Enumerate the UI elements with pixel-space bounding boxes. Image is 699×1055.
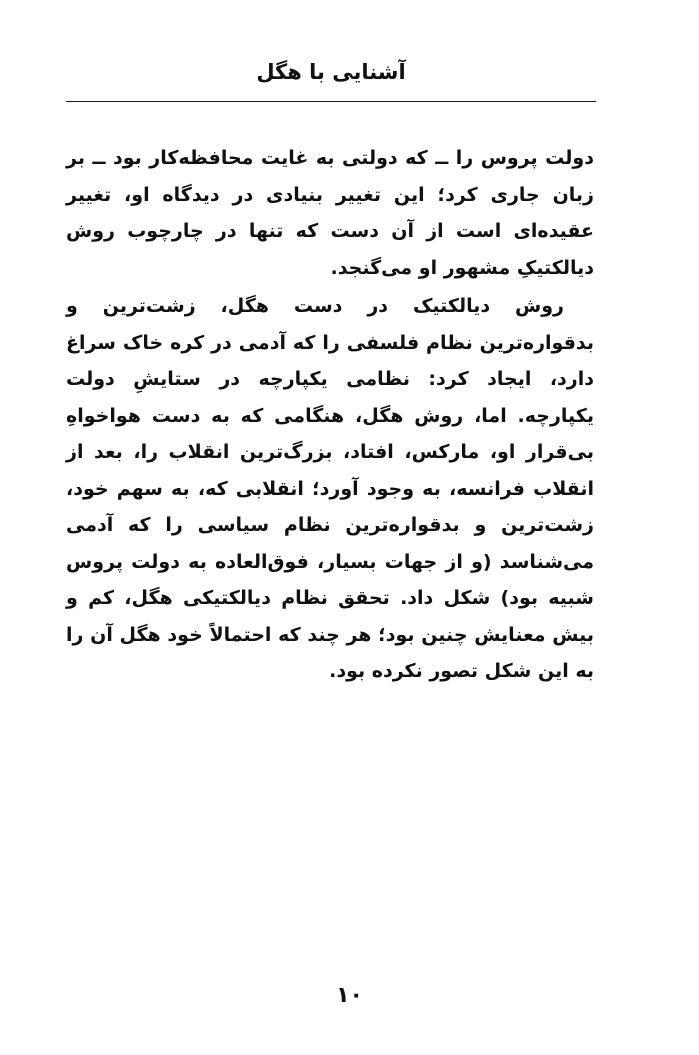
paragraph-2: روش دیالکتیک در دست هگل، زشت‌ترین و بدقواره‌ترین نظام فلسفی را که آدمی در کره خاک سراغ دارد، ایجاد کرد: نظامی یکپارچه در ستایشِ دولت یکپارچه. اما، روش هگل، هنگامی که به دست هواخواهِ بی‌قرار او، مارکس، افتاد، بزرگ‌ترین انقلاب را، بعد از انقلاب فرانسه، به وجود آورد؛ انقلابی که، به سهم خود، زشت‌ترین و بدقواره‌ترین نظام سیاسی را که آدمی می‌شناسد (و از جهات بسیار، فوق‌العاده به دولت پروس شبیه بود) شکل داد. تحقق نظام دیالکتیکی هگل، کم و بیش معنایش چنین بود؛ هر چند که احتمالاً خود هگل آن را به این شکل تصور نکرده بود. <box>66 295 594 682</box>
header-divider <box>66 101 596 102</box>
body-text <box>66 140 594 690</box>
paragraph-1: دولت پروس را ــ که دولتی به غایت محافظه‌کار بود ــ بر زبان جاری کرد؛ این تغییر بنیادی در دیدگاه او، تغییر عقیده‌ای است از آن دست که تنها در چارچوب روش دیالکتیکِ مشهور او می‌گنجد. <box>66 147 594 279</box>
page-number: ۱۰ <box>336 983 363 1008</box>
running-header-title: آشنایی با هگل <box>256 60 406 84</box>
